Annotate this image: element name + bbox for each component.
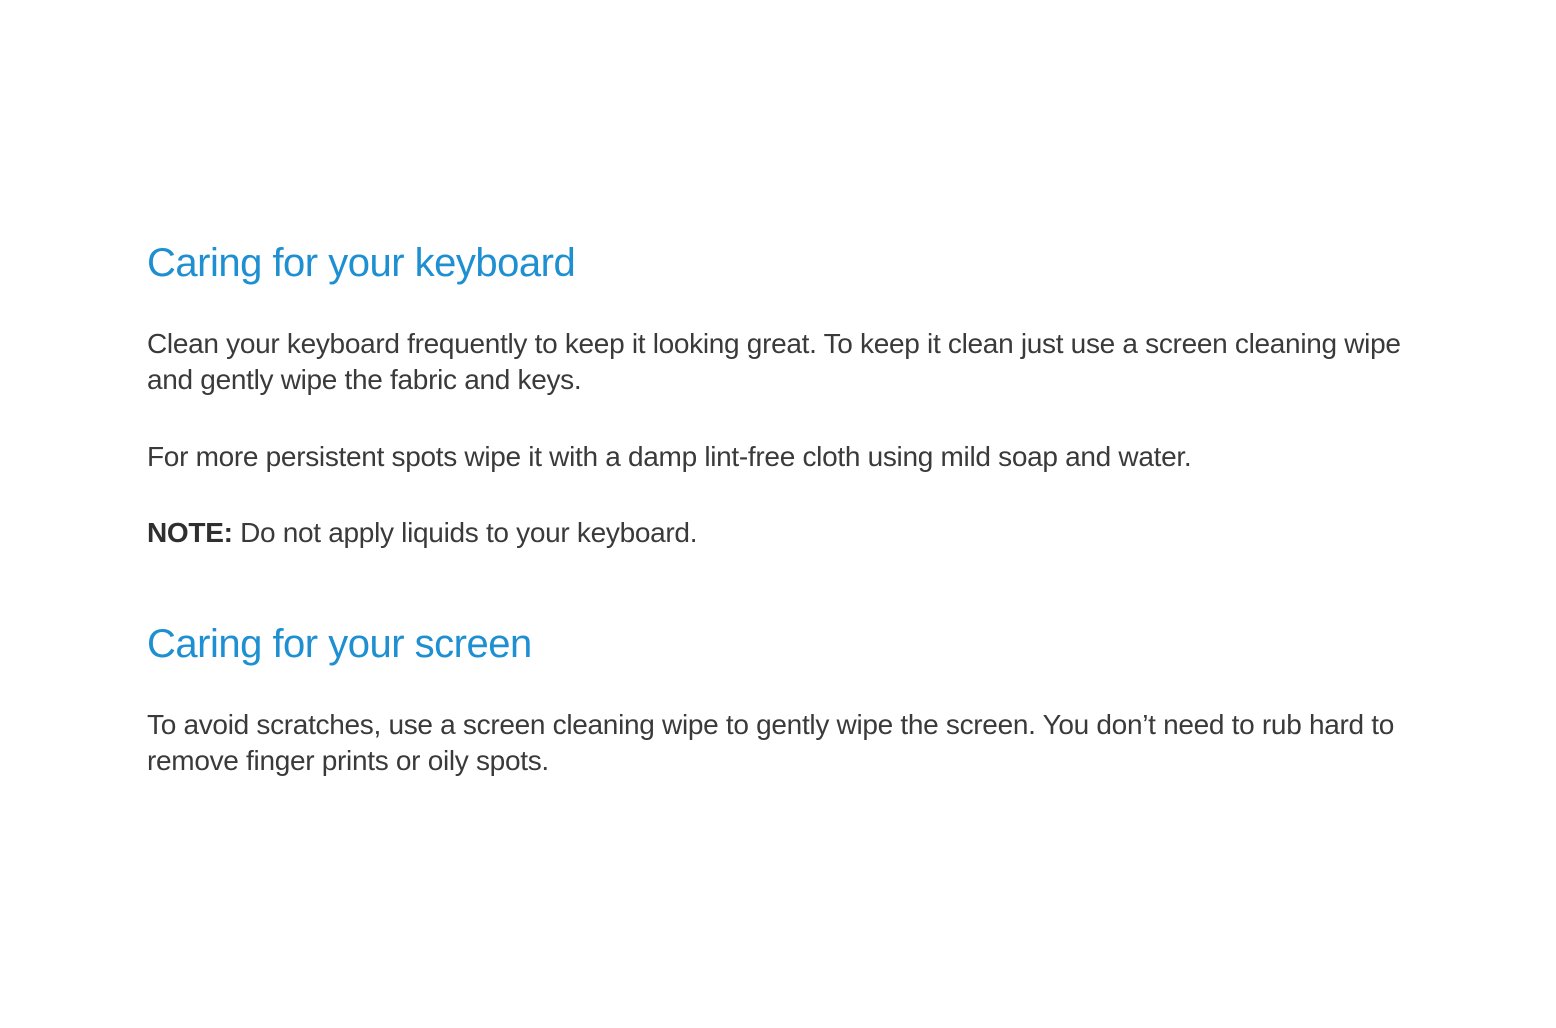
screen-paragraph-scratches: To avoid scratches, use a screen cleaning wipe to gently wipe the screen. You don’t need to rub hard to remove finger prints or oily spots. — [147, 709, 1395, 776]
keyboard-paragraph-spots: For more persistent spots wipe it with a damp lint-free cloth using mild soap and water. — [147, 441, 1192, 472]
keyboard-note — [147, 515, 1437, 551]
note-label: NOTE: — [147, 517, 233, 548]
screen-section-heading: Caring for your screen — [147, 622, 532, 666]
note-text: Do not apply liquids to your keyboard. — [232, 517, 698, 548]
keyboard-paragraph-clean: Clean your keyboard frequently to keep it looking great. To keep it clean just use a screen cleaning wipe and gently wipe the fabric and keys. — [147, 328, 1401, 395]
keyboard-section-heading: Caring for your keyboard — [147, 241, 576, 285]
